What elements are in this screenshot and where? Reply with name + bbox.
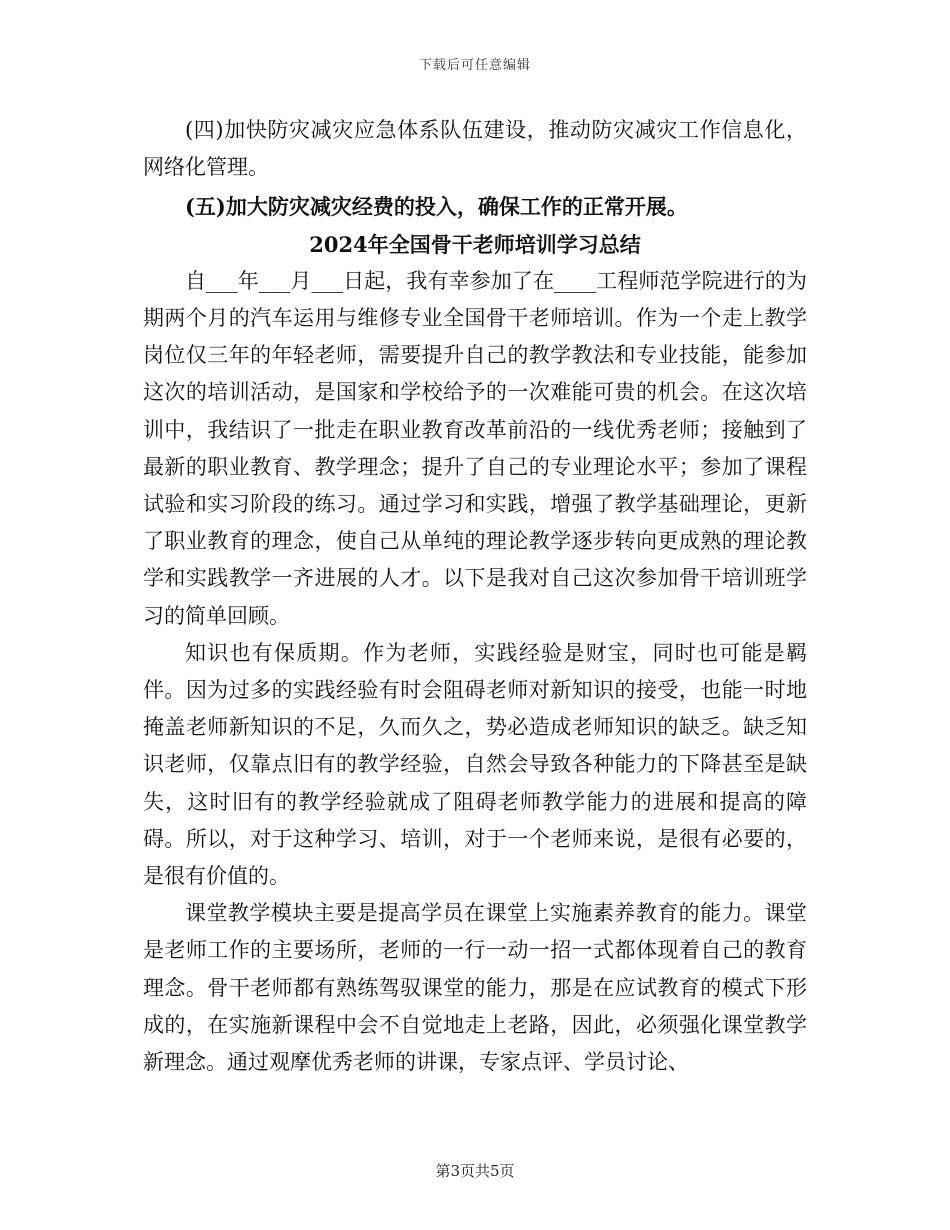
section-item-5: (五)加大防灾减灾经费的投入，确保工作的正常开展。 — [185, 194, 688, 220]
section-item-4: (四)加快防灾减灾应急体系队伍建设，推动防灾减灾工作信息化，网络化管理。 — [143, 118, 807, 180]
page-footer: 第3页共5页 — [435, 1162, 515, 1180]
document-title: 2024年全国骨干老师培训学习总结 — [309, 231, 641, 257]
paragraph-2: 知识也有保质期。作为老师，实践经验是财宝，同时也可能是羁伴。因为过多的实践经验有时会阻碍老师对新知识的接受，也能一时地掩盖老师新知识的不足，久而久之，势必造成老师知识的缺乏。缺乏知识老师，仅靠点旧有的教学经验，自然会导致各种能力的下降甚至是缺失，这时旧有的教学经验就成了阻碍老师教学能力的进展和提高的障碍。所以，对于这种学习、培训，对于一个老师来说，是很有必要的，是很有价值的。 — [143, 640, 807, 889]
paragraph-1: 自___年___月___日起，我有幸参加了在____工程师范学院进行的为期两个月的汽车运用与维修专业全国骨干老师培训。作为一个走上教学岗位仅三年的年轻老师，需要提升自己的教学教法和专业技能，能参加这次的培训活动，是国家和学校给予的一次难能可贵的机会。在这次培训中，我结识了一批走在职业教育改革前沿的一线优秀老师；接触到了最新的职业教育、教学理念；提升了自己的专业理论水平；参加了课程试验和实习阶段的练习。通过学习和实践，增强了教学基础理论，更新了职业教育的理念，使自己从单纯的理论教学逐步转向更成熟的理论教学和实践教学一齐进展的人才。以下是我对自己这次参加骨干培训班学习的简单回顾。 — [143, 268, 807, 628]
page-header: 下载后可任意编辑 — [418, 58, 531, 73]
document-body — [143, 112, 807, 1081]
paragraph-3: 课堂教学模块主要是提高学员在课堂上实施素养教育的能力。课堂是老师工作的主要场所，老师的一行一动一招一式都体现着自己的教育理念。骨干老师都有熟练驾驭课堂的能力，那是在应试教育的模式下形成的，在实施新课程中会不自觉地走上老路，因此，必须强化课堂教学新理念。通过观摩优秀老师的讲课，专家点评、学员讨论、 — [143, 901, 807, 1075]
